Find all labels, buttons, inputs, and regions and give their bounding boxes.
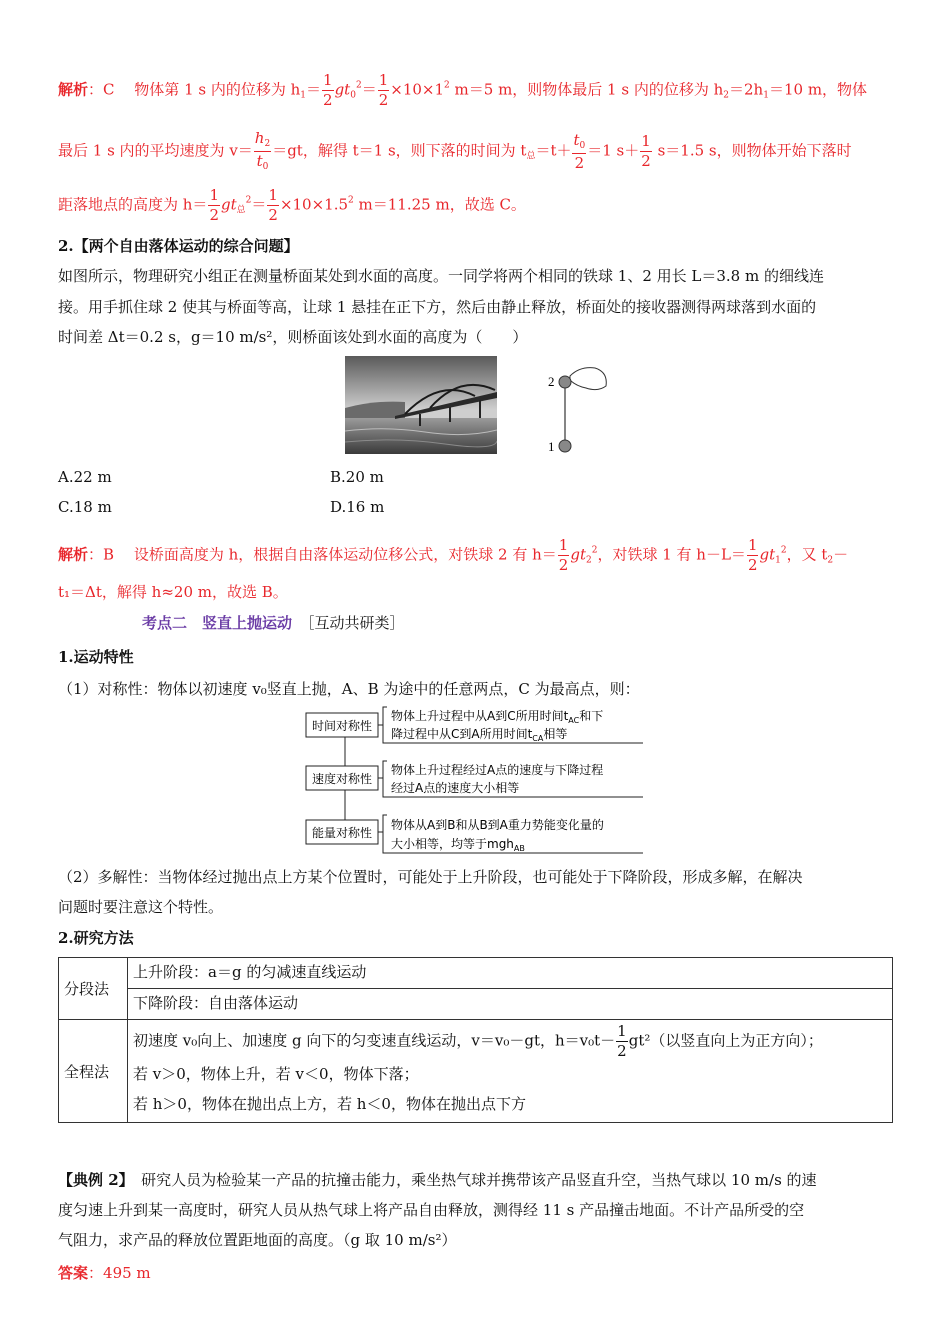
method-label-whole: 全程法	[59, 1020, 128, 1123]
svg-text:物体上升过程中从A到C所用时间tAC和下: 物体上升过程中从A到C所用时间$t_{AC}$和下	[391, 709, 604, 725]
analysis-label: 解析	[58, 80, 89, 99]
question2-text-2: 接。用手抓住球 2 使其与桥面等高，让球 1 悬挂在正下方，然后由静止释放，桥面处的接收器测得两球落到水面的	[58, 298, 817, 316]
bridge-photo	[345, 356, 497, 454]
method-whole-content: 初速度 v₀向上、加速度 g 向下的匀变速直线运动，v＝v₀－gt，h＝v₀t－ $\frac{1}{2}$ gt²（以竖直向上为正方向）； 若 v＞0，物体上升，若 v＜0，物体下落； 若 h＞0，物体在抛出点上方，若 h＜0，物体在抛出点下方	[128, 1020, 893, 1123]
s1-symmetry-text: （1）对称性：物体以初速度 v₀竖直上抛，A、B 为途中的任意两点，C 为最高点，则：	[58, 680, 640, 698]
method-table	[58, 957, 893, 1123]
svg-text:经过A点的速度大小相等: 经过A点的速度大小相等	[391, 781, 520, 795]
analysis2-line1: 解析：B 设桥面高度为 h，根据自由落体运动位移公式，对铁球 2 有 h＝ $\frac{1}{2}$ $gt_2^2$，对铁球 1 有 h－L＝ $\frac{1}{2}$ $gt_1^2$，又 $t_2-$	[58, 536, 849, 574]
option-d: D.16 m	[330, 498, 385, 516]
option-a: A.22 m	[58, 468, 112, 486]
fraction: $\frac{1}{2}$	[558, 536, 569, 574]
fraction: $\frac{t_0}{2}$	[573, 130, 586, 172]
analysis1-line2: 最后 1 s 内的平均速度为 v＝ $\frac{h_2}{t_0}$ ＝gt，解得 t＝1 s，则下落的时间为 $t_总=t+$ $\frac{t_0}{2}$ ＝1 s＋ $\frac{1}{2}$ s＝1.5 s，则物体开始下落时	[58, 129, 852, 172]
analysis1-line1: 解析：C 物体第 1 s 内的位移为 $h_1=$ $\frac{1}{2}$ $gt_0^2=$ $\frac{1}{2}$ $\times 10\times 1^2$ m＝5 m，则物体最后 1 s 内的位移为 $h_2=2h_1=10$ m，物体	[58, 71, 868, 109]
fraction: $\frac{1}{2}$	[209, 186, 219, 224]
svg-text:物体上升过程经过A点的速度与下降过程: 物体上升过程经过A点的速度与下降过程	[391, 763, 604, 777]
s2-title: 2.研究方法	[58, 929, 134, 947]
svg-text:能量对称性: 能量对称性	[311, 826, 373, 840]
fraction: $\frac{1}{2}$	[378, 71, 389, 109]
section-heading: 考点二 竖直上抛运动 ［互动共研类］	[142, 614, 405, 632]
example2-text-3: 气阻力，求产品的释放位置距地面的高度。（g 取 10 m/s²）	[58, 1231, 457, 1249]
fraction: $\frac{1}{2}$	[617, 1022, 627, 1060]
method-fall: 下降阶段：自由落体运动	[128, 989, 893, 1020]
analysis2-line2: t₁＝Δt，解得 h≈20 m，故选 B。	[58, 583, 288, 601]
fraction: $\frac{h_2}{t_0}$	[254, 129, 271, 172]
two-balls-diagram	[540, 358, 620, 458]
question2-title: 2.【两个自由落体运动的综合问题】	[58, 237, 299, 255]
option-c: C.18 m	[58, 498, 112, 516]
method-rise: 上升阶段：a＝g 的匀减速直线运动	[128, 958, 893, 989]
example2-text-2: 度匀速上升到某一高度时，研究人员从热气球上将产品自由释放，测得经 11 s 产品撞击地面。不计产品所受的空	[58, 1201, 805, 1219]
svg-text:降过程中从C到A所用时间tCA相等: 降过程中从C到A所用时间$t_{CA}$相等	[391, 727, 568, 743]
question2-text-1: 如图所示，物理研究小组正在测量桥面某处到水面的高度。一同学将两个相同的铁球 1、2 用长 L＝3.8 m 的细线连	[58, 267, 824, 285]
s1-multi-text-1: （2）多解性：当物体经过抛出点上方某个位置时，可能处于上升阶段，也可能处于下降阶段，形成多解，在解决	[58, 868, 803, 886]
s1-title: 1.运动特性	[58, 648, 134, 666]
svg-text:大小相等，均等于mghAB: 大小相等，均等于mgh$_{AB}$	[391, 837, 525, 853]
fraction: $\frac{1}{2}$	[747, 536, 758, 574]
fraction: $\frac{1}{2}$	[641, 132, 651, 170]
ball-2-label: 2	[548, 374, 555, 389]
fraction: $\frac{1}{2}$	[268, 186, 278, 224]
method-label-segment: 分段法	[59, 958, 128, 1020]
svg-text:时间对称性: 时间对称性	[311, 719, 373, 733]
question2-text-3: 时间差 Δt＝0.2 s，g＝10 m/s²，则桥面该处到水面的高度为（ ）	[58, 328, 528, 346]
symmetry-diagram	[303, 703, 648, 863]
example2-text-1: 【典例 2】 研究人员为检验某一产品的抗撞击能力，乘坐热气球并携带该产品竖直升空，当热气球以 10 m/s 的速	[58, 1171, 817, 1189]
fraction: $\frac{1}{2}$	[323, 71, 333, 109]
s1-multi-text-2: 问题时要注意这个特性。	[58, 898, 224, 916]
hand-icon	[570, 368, 606, 390]
ball-2	[559, 376, 571, 388]
svg-text:物体从A到B和从B到A重力势能变化量的: 物体从A到B和从B到A重力势能变化量的	[391, 818, 604, 832]
option-b: B.20 m	[330, 468, 384, 486]
ball-1-label: 1	[548, 439, 555, 454]
ball-1	[559, 440, 571, 452]
analysis1-line3: 距落地点的高度为 h＝ $\frac{1}{2}$ $gt_总^2=$ $\frac{1}{2}$ $\times 10\times 1.5^2$ m＝11.25 m，故选 C。	[58, 186, 526, 224]
svg-text:速度对称性: 速度对称性	[311, 772, 373, 786]
example2-answer: 答案：495 m	[58, 1264, 151, 1282]
